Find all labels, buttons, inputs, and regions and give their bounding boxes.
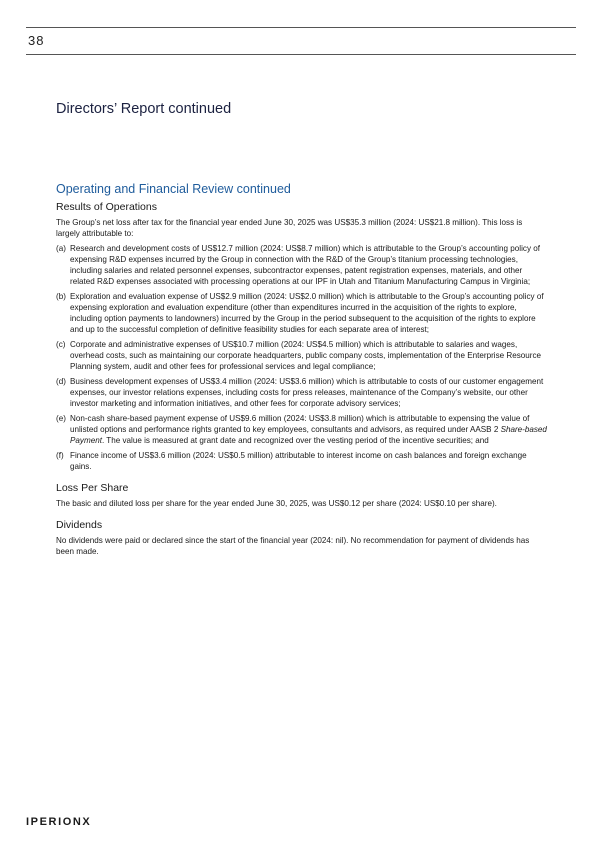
list-item (56, 291, 548, 335)
logo-text: IPERIONX (26, 816, 92, 828)
list-item (56, 339, 548, 372)
list-marker: (f) (56, 451, 64, 460)
report-content (56, 182, 548, 561)
list-item-text: Exploration and evaluation expense of US$2.9 million (2024: US$2.0 million) which is attributable to the Group’s accounting policy of expensing exploration and evaluation expenditure (other than expenditures incurred in the acquisition of the rights to explore, including option payments to landowners) incurred by the Group in the period subsequent to the acquisition of the rights to explore and up to the successful completion of definitive feasibility studies for each separate area of interest; (70, 292, 544, 334)
list-item (56, 243, 548, 287)
results-list (56, 243, 548, 472)
report-title: Directors’ Report continued (56, 101, 232, 117)
list-item (56, 413, 548, 446)
list-marker: (a) (56, 244, 66, 253)
results-intro: The Group’s net loss after tax for the financial year ended June 30, 2025 was US$35.3 million (2024: US$21.8 million). This loss is largely attributable to: (56, 218, 523, 238)
list-item-text-part: Non-cash share-based payment expense of US$9.6 million (2024: US$3.8 million) which is attributable to expensing the value of unlisted options and performance rights granted to key employees, consultants and advisors, as required under AASB 2 (70, 414, 530, 434)
section-title: Operating and Financial Review continued (56, 182, 291, 196)
list-item-text (70, 413, 548, 446)
page-number: 38 (28, 33, 45, 48)
list-item (56, 450, 548, 472)
results-heading: Results of Operations (56, 201, 157, 213)
loss-per-share-heading: Loss Per Share (56, 482, 129, 494)
loss-per-share-text: The basic and diluted loss per share for the year ended June 30, 2025, was US$0.12 per share (2024: US$0.10 per share). (56, 499, 497, 508)
dividends-heading: Dividends (56, 519, 103, 531)
iperionx-logo-icon (26, 814, 126, 828)
list-marker: (c) (56, 340, 66, 349)
list-marker: (d) (56, 377, 66, 386)
list-item (56, 376, 548, 409)
list-marker: (b) (56, 292, 66, 301)
company-logo (26, 814, 126, 833)
list-item-text-part: . The value is measured at grant date and recognized over the vesting period of the incentive securities; and (101, 436, 489, 445)
list-item-text: Corporate and administrative expenses of US$10.7 million (2024: US$4.5 million) which is attributable to salaries and wages, overhead costs, such as maintaining our corporate headquarters, public company costs, implementation of the Enterprise Resource Planning system, audit and other fees for professional services and legal compliance; (70, 340, 542, 371)
dividends-text: No dividends were paid or declared since the start of the financial year (2024: nil). No recommendation for payment of dividends has been made. (56, 536, 530, 556)
header-rule-top (26, 27, 576, 28)
header-rule-bottom (26, 54, 576, 55)
list-item-text: Business development expenses of US$3.4 million (2024: US$3.6 million) which is attributable to costs of our customer engagement expenses, our investor relations expenses, including costs for press releases, maintenance of the Company’s website, our other investor marketing and information initiatives, and other fees for corporate advisory services; (70, 377, 544, 408)
list-item-text: Research and development costs of US$12.7 million (2024: US$8.7 million) which is attributable to the Group’s accounting policy of expensing R&D expenses incurred by the Group in connection with the R&D of the Group’s titanium processing technologies, including salaries and related personnel expenses, subcontractor expenses, patent registration expenses, materials, and other related R&D expenses associated with processing operations at our IPF in Utah and Titanium Manufacturing Campus in Virginia; (70, 244, 540, 286)
list-marker: (e) (56, 414, 66, 423)
list-item-text: Finance income of US$3.6 million (2024: US$0.5 million) attributable to interest income on cash balances and foreign exchange gains. (70, 451, 527, 471)
standard-title: Share-based Payment (70, 425, 547, 445)
